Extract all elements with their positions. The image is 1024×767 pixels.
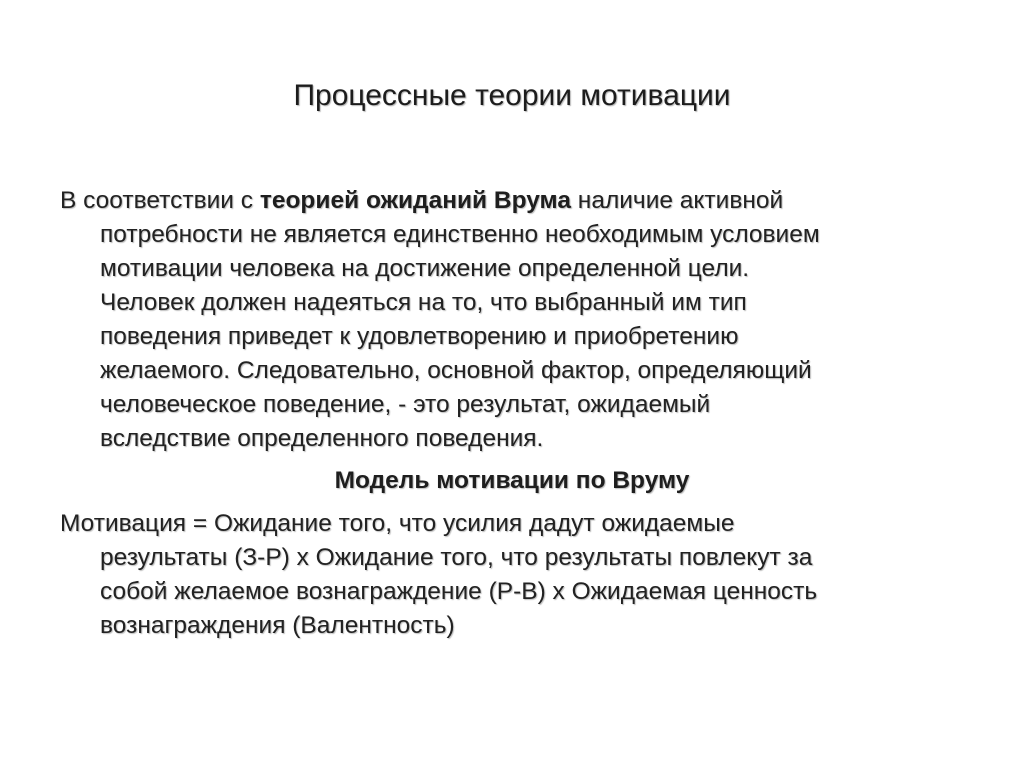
paragraph-line-rest: наличие активной <box>570 187 784 214</box>
vroom-theory-paragraph <box>60 184 950 456</box>
paragraph-line: потребности не является единственно необходимым условием <box>100 221 820 248</box>
slide-title: Процессные теории мотивации <box>293 79 731 112</box>
paragraph-lead-text: В соответствии с <box>60 187 260 214</box>
formula-line: результаты (З-Р) х Ожидание того, что результаты повлекут за <box>100 544 813 571</box>
paragraph-line: поведения приведет к удовлетворению и приобретению <box>100 323 739 350</box>
formula-line: Мотивация = Ожидание того, что усилия дадут ожидаемые <box>60 510 735 537</box>
motivation-formula-paragraph <box>60 507 950 643</box>
paragraph-line: вследствие определенного поведения. <box>100 425 544 452</box>
paragraph-line: человеческое поведение, - это результат, ожидаемый <box>100 391 711 418</box>
formula-line: собой желаемое вознаграждение (Р-В) х Ожидаемая ценность <box>100 578 818 605</box>
paragraph-line: мотивации человека на достижение определенной цели. <box>100 255 750 282</box>
formula-line: вознаграждения (Валентность) <box>100 612 455 639</box>
model-subheading: Модель мотивации по Вруму <box>334 467 690 494</box>
paragraph-line: желаемого. Следовательно, основной фактор, определяющий <box>100 357 812 384</box>
theory-name-emphasis: теорией ожиданий Врума <box>259 187 571 214</box>
paragraph-line <box>60 184 950 218</box>
paragraph-line: Человек должен надеяться на то, что выбранный им тип <box>100 289 747 316</box>
